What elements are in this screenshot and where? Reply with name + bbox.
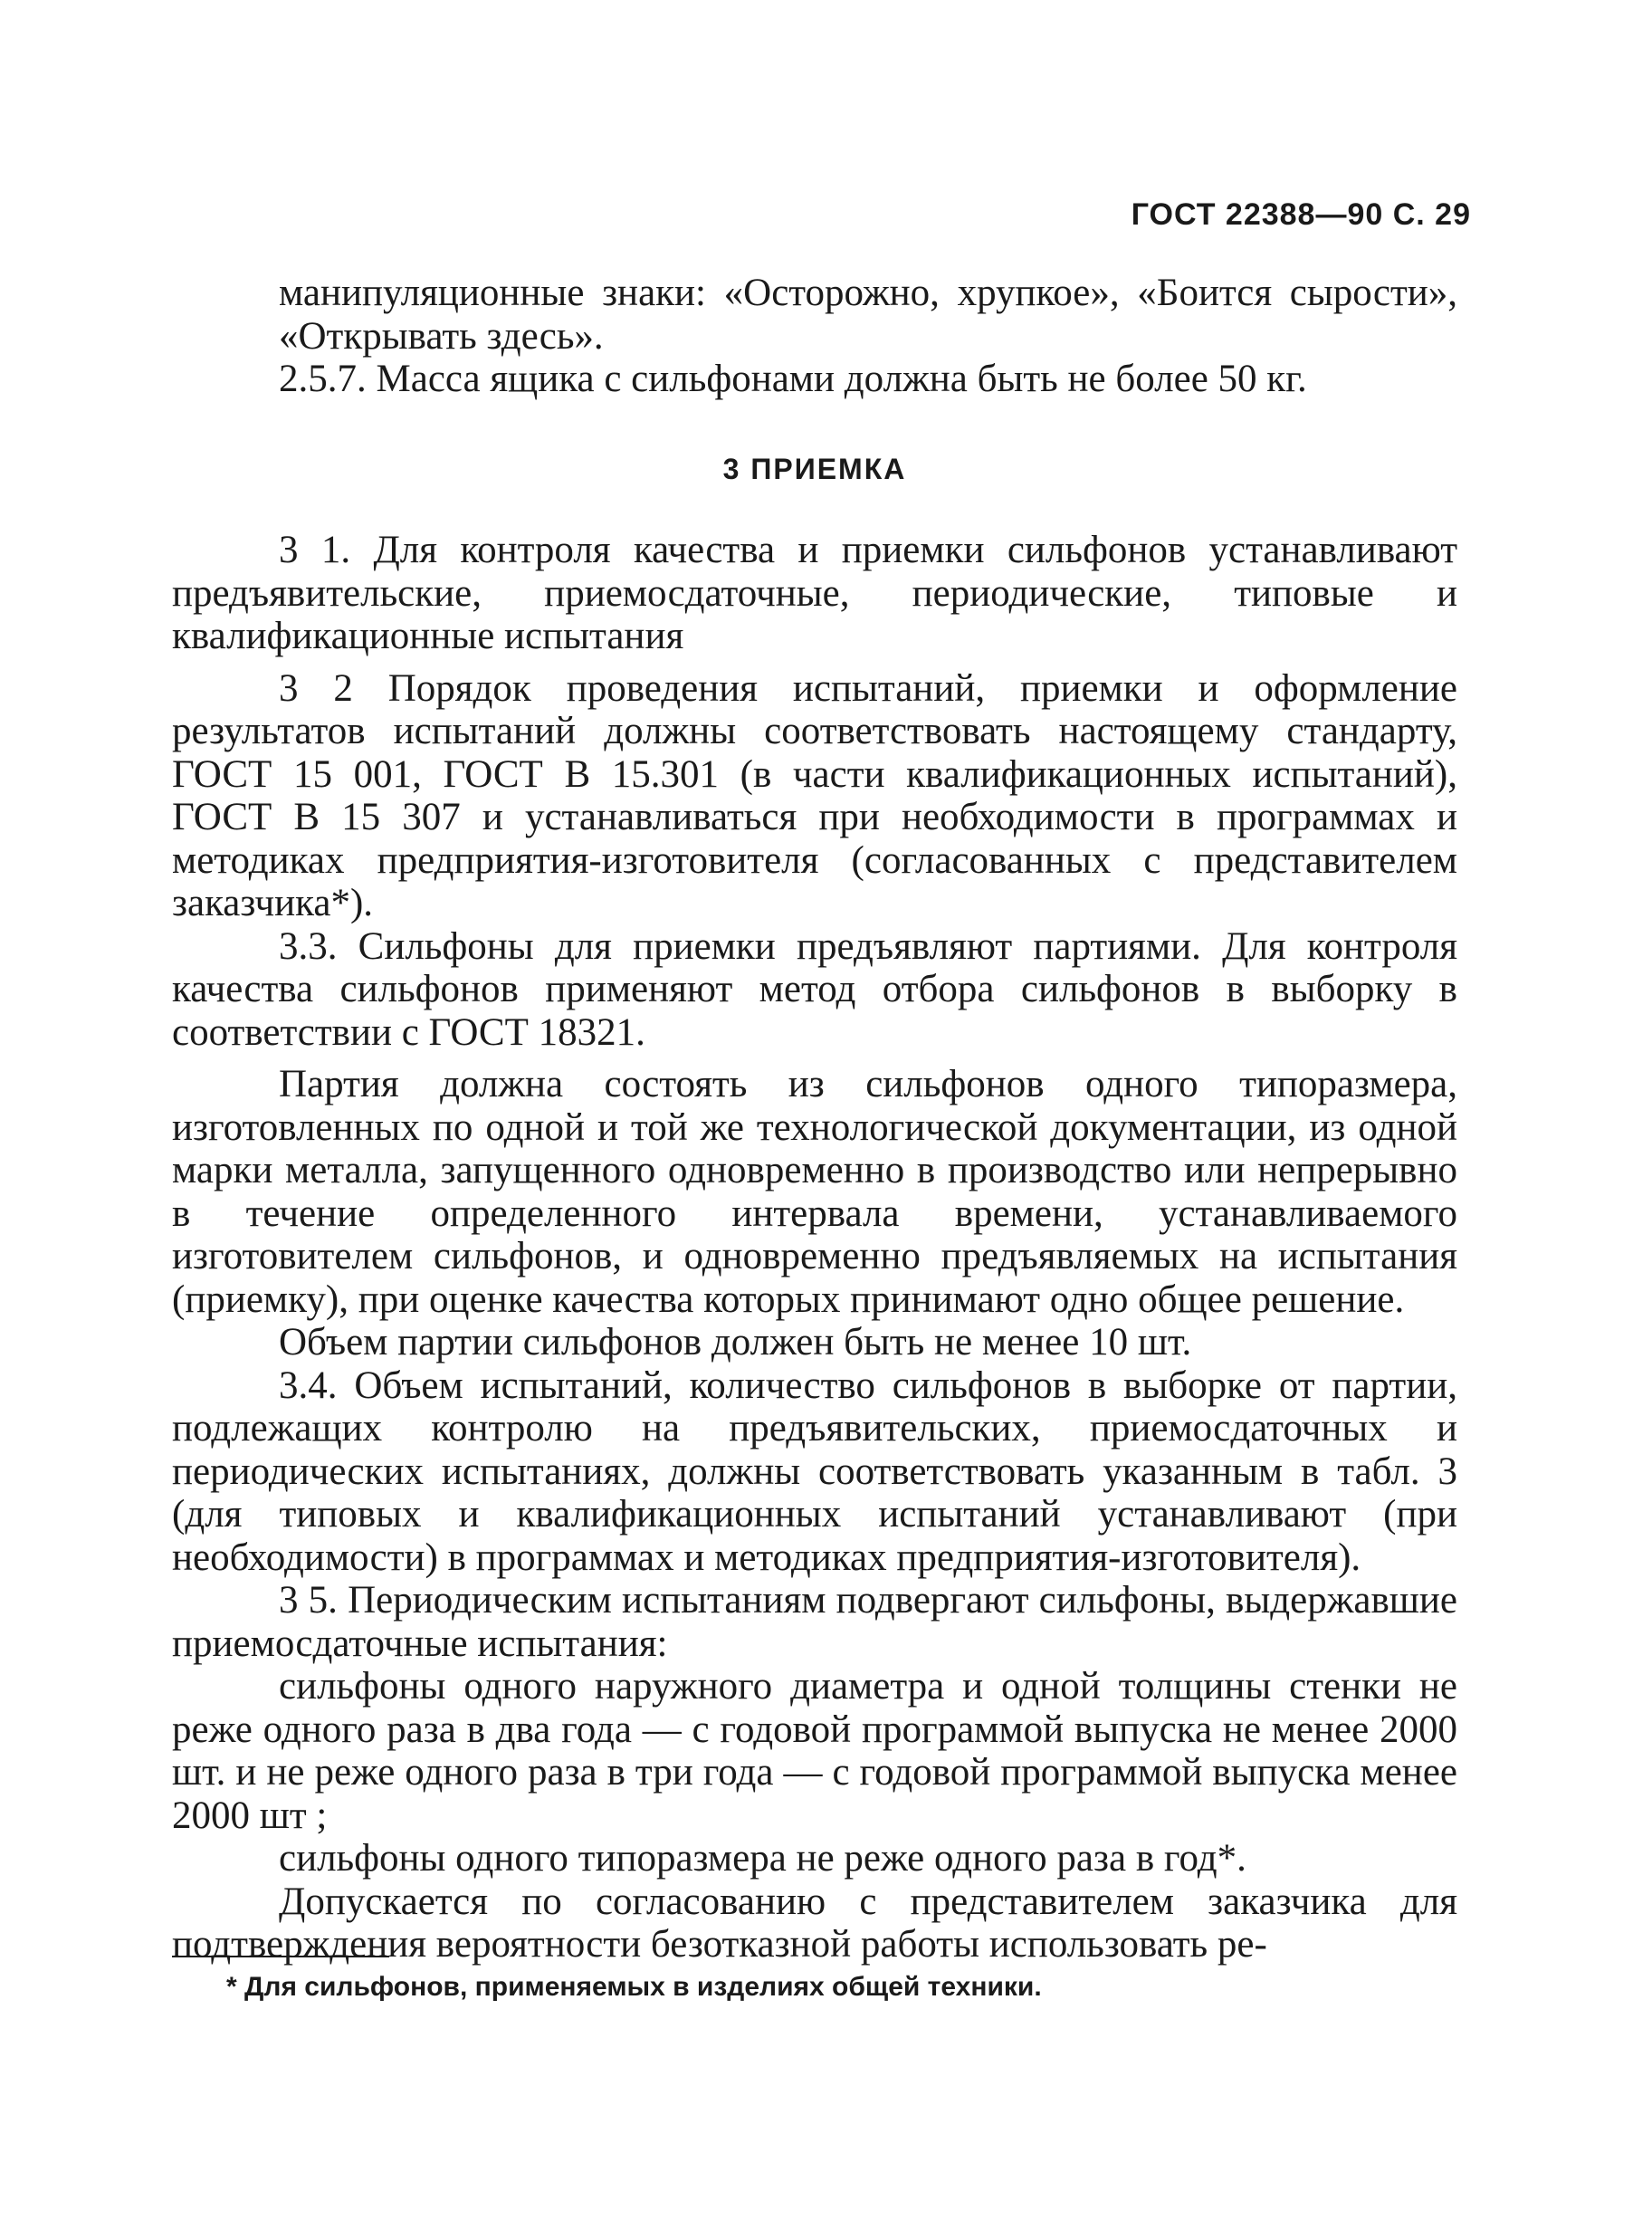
- paragraph-batch-volume: Объем партии сильфонов должен быть не менее 10 шт.: [279, 1321, 1192, 1363]
- list-item-type-size: сильфоны одного типоразмера не реже одного раза в год*.: [279, 1837, 1246, 1880]
- running-header: ГОСТ 22388—90 С. 29: [1131, 197, 1471, 232]
- footnote: * Для сильфонов, применяемых в изделиях общей техники.: [226, 1972, 1042, 2002]
- paragraph-continuation: манипуляционные знаки: «Осторожно, хрупкое», «Боится сырости», «Открывать здесь».: [279, 272, 1457, 358]
- paragraph-3-5: 3 5. Периодическим испытаниям подвергают сильфоны, выдержавшие приемосдаточные испытания:: [172, 1579, 1457, 1665]
- body-text: [172, 272, 1457, 1966]
- paragraph-3-1: 3 1. Для контроля качества и приемки сильфонов устанавливают предъявительские, приемосдаточные, периодические, типовые и квалификационные испытания: [172, 529, 1457, 657]
- paragraph-batch: Партия должна состоять из сильфонов одного типоразмера, изготовленных по одной и той же технологической документации, из одной марки металла, запущенного одновременно в производство или непрерывно в течение определенного интервала времени, устанавливаемого изготовителем сильфонов, и одновременно предъявляемых на испытания (приемку), при оценке качества которых принимают одно общее решение.: [172, 1063, 1457, 1321]
- paragraph-2-5-7: 2.5.7. Масса ящика с сильфонами должна быть не более 50 кг.: [279, 358, 1307, 400]
- list-item-diameter: сильфоны одного наружного диаметра и одной толщины стенки не реже одного раза в два года — с годовой программой выпуска не менее 2000 шт. и не реже одного раза в три года — с годовой программой выпуска менее 2000 шт ;: [172, 1665, 1457, 1837]
- paragraph-3-4: 3.4. Объем испытаний, количество сильфонов в выборке от партии, подлежащих контролю на предъявительских, приемосдаточных и периодических испытаниях, должны соответствовать указанным в табл. 3 (для типовых и квалификационных испытаний устанавливают (при необходимости) в программах и методиках предприятия-изготовителя).: [172, 1363, 1457, 1579]
- paragraph-3-3: 3.3. Сильфоны для приемки предъявляют партиями. Для контроля качества сильфонов применяют метод отбора сильфонов в выборку в соответствии с ГОСТ 18321.: [172, 924, 1457, 1054]
- paragraph-allowance: Допускается по согласованию с представителем заказчика для подтверждения вероятности безотказной работы использовать ре-: [172, 1880, 1457, 1966]
- paragraph-3-2: 3 2 Порядок проведения испытаний, приемки и оформление результатов испытаний должны соответствовать настоящему стандарту, ГОСТ 15 001, ГОСТ В 15.301 (в части квалификационных испытаний), ГОСТ В 15 307 и устанавливаться при необходимости в программах и методиках предприятия-изготовителя (согласованных с представителем заказчика*).: [172, 666, 1457, 924]
- section-title: 3 ПРИЕМКА: [722, 452, 907, 485]
- footnote-divider: [172, 1956, 389, 1957]
